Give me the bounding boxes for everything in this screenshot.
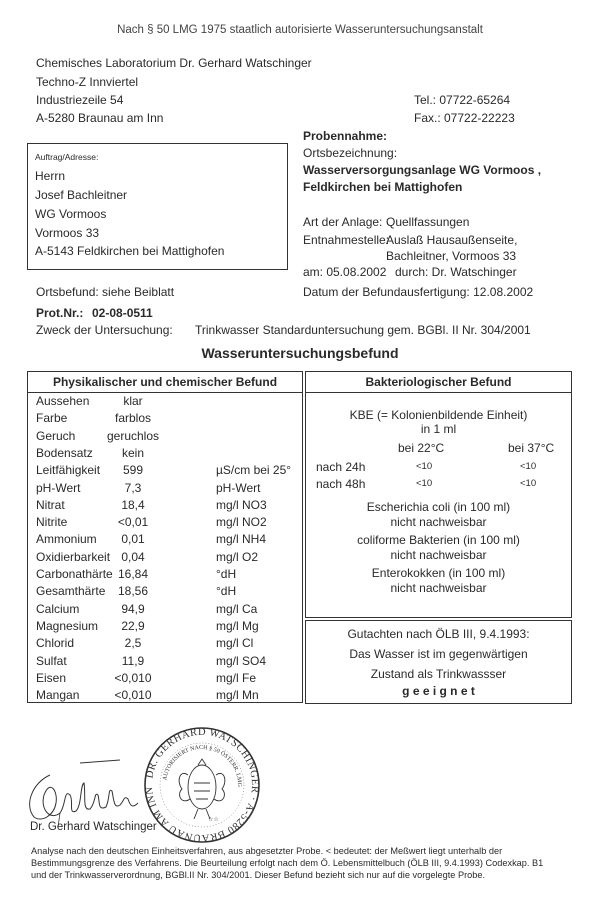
bact-header-divider: [306, 392, 571, 393]
chem-header-divider: [28, 392, 302, 393]
bact-table-title: Bakteriologischer Befund: [365, 375, 512, 389]
chem-unit: mg/l SO4: [216, 653, 267, 668]
chem-row: [28, 567, 302, 584]
verdict-line3: Zustand als Trinkwassser: [370, 667, 507, 681]
bact-row-label: nach 48h: [316, 477, 366, 491]
sampling-point-label: Entnahmestelle:: [303, 233, 390, 247]
coliform-value: nicht nachweisbar: [390, 548, 487, 562]
chem-unit: mg/l Mg: [216, 618, 259, 633]
eagle-emblem-icon: [179, 759, 225, 819]
ecoli-label: Escherichia coli (in 100 ml): [366, 500, 511, 514]
chem-value: 2,5: [124, 636, 142, 651]
chem-parameter: Magnesium: [36, 618, 99, 633]
chem-parameter: Aussehen: [36, 394, 90, 408]
sampling-point-line2: Bachleitner, Vormoos 33: [386, 249, 517, 263]
chem-parameter: Sulfat: [36, 653, 67, 668]
chem-value: <0,010: [114, 670, 152, 685]
ecoli-value: nicht nachweisbar: [390, 515, 487, 529]
chem-unit: mg/l O2: [216, 549, 259, 564]
chem-parameter: pH-Wert: [36, 480, 81, 495]
col-37-header: bei 37°C: [508, 441, 555, 455]
lab-tel: Tel.: 07722-65264: [414, 93, 511, 107]
sampling-heading: Probennahme:: [303, 129, 388, 143]
bact-value-22: <10: [416, 478, 433, 489]
accreditation-line: Nach § 50 LMG 1975 staatlich autorisierte Wasseruntersuchungsanstalt: [117, 24, 483, 36]
chem-unit: °dH: [216, 567, 237, 581]
chem-table: [27, 371, 303, 703]
sampled-by: durch: Dr. Watschinger: [395, 265, 517, 279]
col-22-header: bei 22°C: [398, 441, 445, 455]
chem-value: farblos: [114, 411, 152, 426]
chem-value: <0,010: [114, 688, 152, 703]
report-title: Wasseruntersuchungsbefund: [201, 345, 399, 361]
verdict-line2: Das Wasser ist im gegenwärtigen: [349, 647, 528, 661]
chem-unit: mg/l Fe: [216, 670, 257, 685]
chem-row: [28, 481, 302, 498]
chem-value: kein: [121, 445, 144, 460]
chem-value: 7,3: [124, 480, 142, 495]
chem-value: geruchlos: [106, 428, 160, 443]
handwritten-signature: [20, 755, 150, 827]
chem-row: [28, 429, 302, 446]
chem-row: [28, 515, 302, 532]
chem-parameter: Gesamthärte: [36, 584, 106, 599]
chem-parameter: Bodensatz: [36, 445, 93, 460]
chem-row: [28, 602, 302, 619]
kbe-line1: KBE (= Kolonienbildende Einheit): [349, 408, 528, 422]
chem-unit: µS/cm bei 25°: [216, 463, 292, 478]
svg-text:AUTORISIERT NACH § 50 ÖSTERR.: AUTORISIERT NACH § 50 ÖSTERR. LMG: [162, 744, 243, 787]
signatory-name: Dr. Gerhard Watschinger: [30, 821, 157, 833]
location-line1: Wasserversorgungsanlage WG Vormoos ,: [303, 163, 542, 177]
chem-parameter: Leitfähigkeit: [36, 463, 101, 478]
bact-row-label: nach 24h: [316, 460, 366, 474]
chem-row: [28, 411, 302, 428]
chem-unit: mg/l Cl: [216, 636, 254, 651]
location-label: Ortsbezeichnung:: [303, 146, 398, 160]
bact-value-37: <10: [520, 461, 537, 472]
bact-table: [305, 371, 572, 618]
chem-value: 22,9: [121, 618, 145, 633]
chem-parameter: Oxidierbarkeit: [36, 549, 111, 564]
kbe-line2: in 1 ml: [420, 422, 457, 436]
chem-parameter: Ammonium: [36, 532, 97, 547]
chem-row: [28, 654, 302, 671]
purpose-label: Zweck der Untersuchung:: [36, 323, 173, 337]
chem-value: 11,9: [121, 653, 145, 668]
sampling-point-line1: Auslaß Hausaußenseite,: [386, 233, 518, 247]
lab-city: A-5280 Braunau am Inn: [36, 111, 164, 125]
prot-number: 02-08-0511: [92, 306, 153, 320]
address-box: [27, 143, 288, 270]
svg-text:DR. GERHARD WATSCHINGER · A-52: DR. GERHARD WATSCHINGER · A-5280 BRAUNAU AM INN: [143, 726, 261, 844]
location-line2: Feldkirchen bei Mattighofen: [303, 180, 463, 194]
footer-line3: und der Trinkwasserverordnung, BGBl.II Nr. 304/2001. Dieser Befund bezieht sich nur auf die vorgelegte Probe.: [31, 870, 486, 880]
chem-unit: mg/l Ca: [216, 601, 258, 616]
lab-name: Chemisches Laboratorium Dr. Gerhard Watschinger: [36, 56, 312, 70]
verdict-result: g e e i g n e t: [402, 684, 475, 698]
chem-row: [28, 688, 302, 705]
chem-row: [28, 394, 302, 411]
address-line: WG Vormoos: [35, 207, 107, 221]
chem-row: [28, 671, 302, 688]
chem-row: [28, 619, 302, 636]
coliform-label: coliforme Bakterien (in 100 ml): [357, 533, 520, 547]
chem-unit: °dH: [216, 584, 237, 599]
prot-label: Prot.Nr.:: [36, 306, 84, 320]
verdict-line1: Gutachten nach ÖLB III, 9.4.1993:: [347, 627, 530, 641]
chem-parameter: Chlorid: [36, 636, 75, 651]
plant-type-value: Quellfassungen: [386, 215, 470, 229]
chem-row: [28, 532, 302, 549]
chem-parameter: Farbe: [36, 411, 68, 426]
ortsbefund: Ortsbefund: siehe Beiblatt: [36, 285, 175, 299]
chem-value: 94,9: [121, 601, 145, 616]
entero-value: nicht nachweisbar: [390, 581, 487, 595]
chem-parameter: Mangan: [36, 688, 80, 703]
address-line: Vormoos 33: [35, 226, 100, 240]
chem-value: 16,84: [117, 567, 149, 581]
chem-unit: mg/l Mn: [216, 688, 259, 703]
chem-row: [28, 446, 302, 463]
chem-value: 599: [122, 463, 144, 478]
lab-fax: Fax.: 07722-22223: [414, 111, 515, 125]
chem-row: [28, 463, 302, 480]
bact-value-37: <10: [520, 478, 537, 489]
chem-value: klar: [123, 394, 143, 408]
official-stamp: [142, 725, 262, 845]
chem-parameter: Nitrite: [36, 515, 68, 530]
chem-unit: mg/l NO2: [216, 515, 267, 530]
purpose-value: Trinkwasser Standarduntersuchung gem. BGBl. II Nr. 304/2001: [195, 323, 531, 337]
chem-rows: [28, 394, 302, 704]
plant-type-label: Art der Anlage:: [303, 215, 383, 229]
address-line: Herrn: [35, 169, 66, 183]
report-date: Datum der Befundausfertigung: 12.08.2002: [303, 285, 534, 299]
chem-value: 18,4: [121, 497, 145, 512]
chem-row: [28, 498, 302, 515]
chem-table-title: Physikalischer und chemischer Befund: [52, 375, 278, 389]
lab-line2: Techno-Z Innviertel: [36, 75, 139, 89]
chem-row: [28, 636, 302, 653]
chem-row: [28, 584, 302, 601]
svg-text:☆☆: ☆☆: [208, 817, 219, 823]
lab-street: Industriezeile 54: [36, 93, 124, 107]
entero-label: Enterokokken (in 100 ml): [371, 566, 506, 580]
chem-unit: mg/l NO3: [216, 497, 267, 512]
chem-parameter: Calcium: [36, 601, 80, 616]
verdict-box: [305, 620, 572, 704]
chem-row: [28, 550, 302, 567]
chem-parameter: Carbonathärte: [36, 567, 113, 581]
chem-parameter: Nitrat: [36, 497, 65, 512]
chem-parameter: Geruch: [36, 428, 76, 443]
sampling-date: am: 05.08.2002: [303, 265, 387, 279]
chem-unit: mg/l NH4: [216, 532, 267, 547]
chem-unit: pH-Wert: [216, 480, 261, 495]
footer-line1: Analyse nach den deutschen Einheitsverfahren, aus abgesetzter Probe. < bedeutet: der Meßwert liegt unterhalb der: [31, 846, 503, 856]
chem-value: <0,01: [117, 515, 149, 530]
address-line: A-5143 Feldkirchen bei Mattighofen: [35, 244, 225, 258]
footer-line2: Bestimmungsgrenze des Verfahrens. Die Beurteilung erfolgt nach dem Ö. Lebensmittelbuch (ÖLB III, 9.4.1993) Codexkap. B1: [31, 858, 544, 868]
address-line: Josef Bachleitner: [35, 188, 128, 202]
bact-value-22: <10: [416, 461, 433, 472]
chem-value: 18,56: [117, 584, 149, 599]
address-label: Auftrag/Adresse:: [35, 152, 99, 162]
chem-value: 0,04: [121, 549, 145, 564]
chem-parameter: Eisen: [36, 670, 67, 685]
chem-value: 0,01: [121, 532, 145, 547]
